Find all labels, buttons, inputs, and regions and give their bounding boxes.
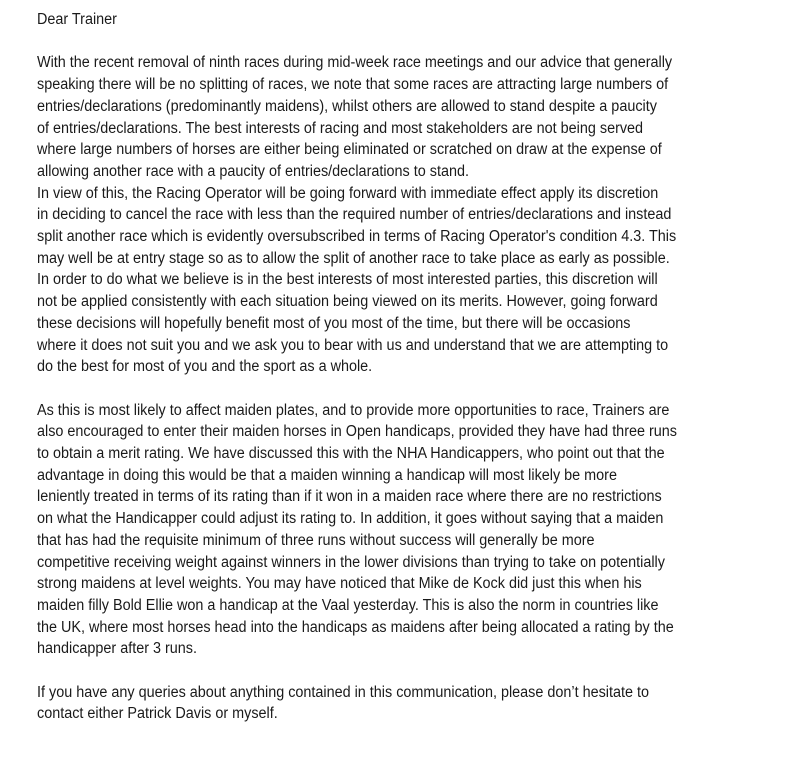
paragraph-line: may well be at entry stage so as to allow the split of another race to take place as early as possible. — [37, 249, 670, 267]
paragraph-spacer — [37, 378, 797, 400]
paragraph-3 — [37, 682, 797, 725]
paragraph-line: entries/declarations (predominantly maidens), whilst others are allowed to stand despite a paucity — [37, 97, 657, 115]
salutation: Dear Trainer — [37, 11, 117, 28]
paragraph-line: contact either Patrick Davis or myself. — [37, 705, 278, 723]
paragraph-line: maiden filly Bold Ellie won a handicap at the Vaal yesterday. This is also the norm in countries like — [37, 596, 659, 614]
paragraph-line: speaking there will be no splitting of races, we note that some races are attracting large numbers of — [37, 76, 669, 94]
paragraph-line: where it does not suit you and we ask you to bear with us and understand that we are attempting to — [37, 336, 669, 354]
paragraph-line: split another race which is evidently oversubscribed in terms of Racing Operator's condition 4.3. This — [37, 228, 677, 246]
paragraph-line: With the recent removal of ninth races during mid-week race meetings and our advice that generally — [37, 54, 673, 72]
paragraph-2 — [37, 400, 797, 660]
paragraph-line: In order to do what we believe is in the best interests of most interested parties, this discretion will — [37, 271, 658, 289]
paragraph-line: that has had the requisite minimum of three runs without success will generally be more — [37, 531, 595, 549]
paragraph-line: strong maidens at level weights. You may have noticed that Mike de Kock did just this when his — [37, 575, 642, 593]
paragraph-line: do the best for most of you and the sport as a whole. — [37, 358, 373, 376]
paragraph-line: also encouraged to enter their maiden horses in Open handicaps, provided they have had three runs — [37, 423, 677, 441]
letter-body — [37, 9, 797, 725]
paragraph-1 — [37, 52, 797, 378]
paragraph-spacer — [37, 660, 797, 682]
paragraph-line: allowing another race with a paucity of entries/declarations to stand. — [37, 162, 469, 180]
paragraph-line: advantage in doing this would be that a maiden winning a handicap will most likely be more — [37, 466, 617, 484]
paragraph-line: where large numbers of horses are either being eliminated or scratched on draw at the expense of — [37, 141, 662, 159]
paragraph-line: In view of this, the Racing Operator will be going forward with immediate effect apply its discretion — [37, 184, 659, 202]
paragraph-line: If you have any queries about anything contained in this communication, please don’t hesitate to — [37, 683, 649, 701]
paragraph-line: As this is most likely to affect maiden plates, and to provide more opportunities to race, Trainers are — [37, 401, 670, 419]
paragraph-spacer — [37, 31, 797, 53]
paragraph-line: leniently treated in terms of its rating than if it won in a maiden race where there are no restrictions — [37, 488, 662, 506]
paragraph-line: on what the Handicapper could adjust its rating to. In addition, it goes without saying that a maiden — [37, 510, 664, 528]
paragraph-line: in deciding to cancel the race with less than the required number of entries/declarations and instead — [37, 206, 672, 224]
paragraph-line: competitive receiving weight against winners in the lower divisions than trying to take on potentially — [37, 553, 665, 571]
paragraph-line: not be applied consistently with each situation being viewed on its merits. However, going forward — [37, 293, 658, 311]
paragraph-line: handicapper after 3 runs. — [37, 640, 198, 658]
paragraph-line: these decisions will hopefully benefit most of you most of the time, but there will be occasions — [37, 314, 631, 332]
paragraph-line: the UK, where most horses head into the handicaps as maidens after being allocated a rating by the — [37, 618, 674, 636]
paragraph-line: of entries/declarations. The best interests of racing and most stakeholders are not being served — [37, 119, 644, 137]
paragraph-line: to obtain a merit rating. We have discussed this with the NHA Handicappers, who point out that the — [37, 445, 665, 463]
